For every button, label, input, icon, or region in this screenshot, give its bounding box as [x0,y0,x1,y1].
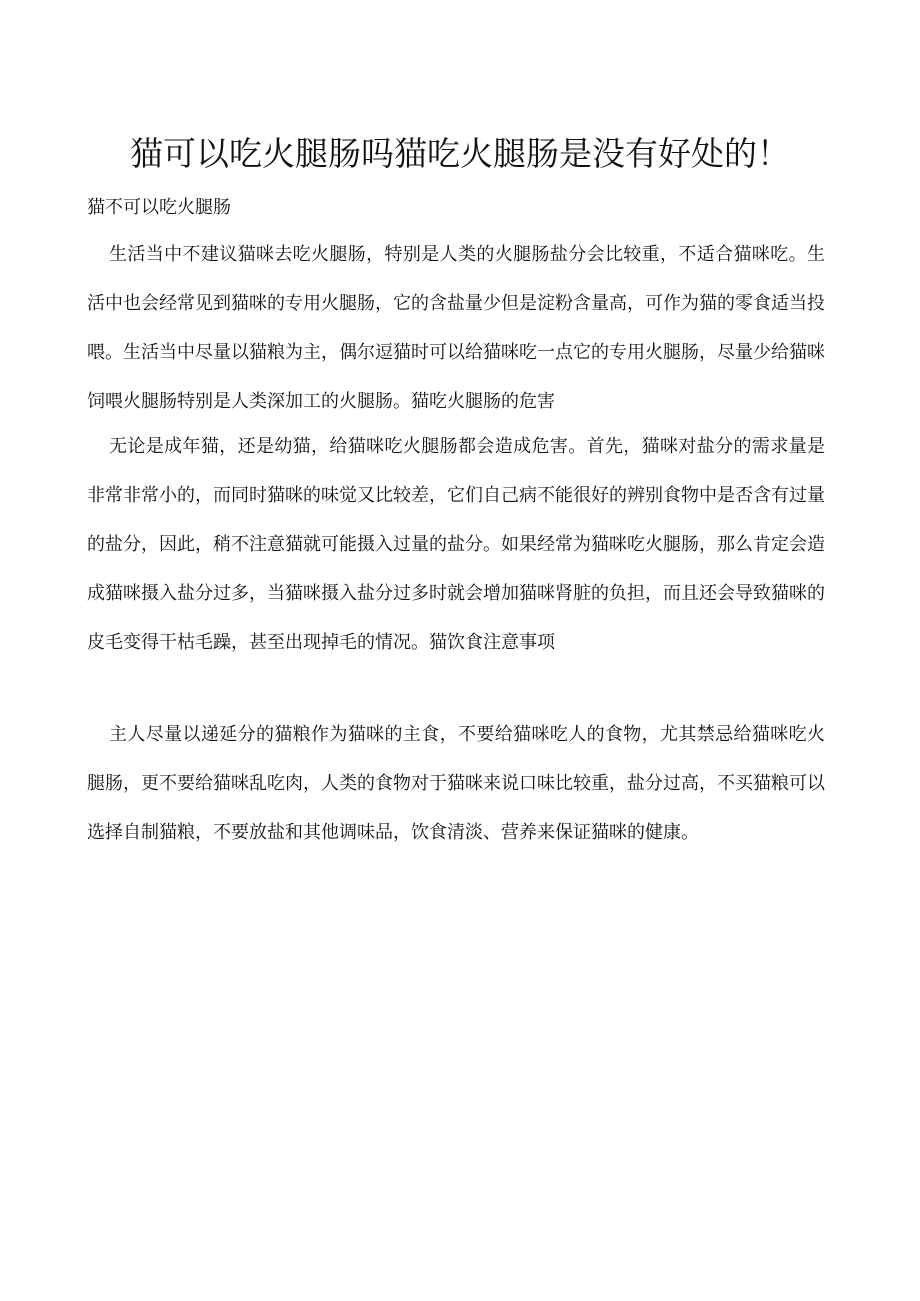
paragraph-3: 主人尽量以递延分的猫粮作为猫咪的主食，不要给猫咪吃人的食物，尤其禁忌给猫咪吃火腿肠，更不要给猫咪乱吃肉，人类的食物对于猫咪来说口味比较重，盐分过高，不买猫粮可以选择自制猫粮，不要放盐和其他调味品，饮食清淡、营养来保证猫咪的健康。 [87,724,825,843]
paragraph-1: 生活当中不建议猫咪去吃火腿肠，特别是人类的火腿肠盐分会比较重，不适合猫咪吃。生活中也会经常见到猫咪的专用火腿肠，它的含盐量少但是淀粉含量高，可作为猫的零食适当投喂。生活当中尽量以猫粮为主，偶尔逗猫时可以给猫咪吃一点它的专用火腿肠，尽量少给猫咪饲喂火腿肠特别是人类深加工的火腿肠。猫吃火腿肠的危害 [87,244,825,412]
page-title: 猫可以吃火腿肠吗猫吃火腿肠是没有好处的！ [130,134,790,173]
paragraph-2: 无论是成年猫，还是幼猫，给猫咪吃火腿肠都会造成危害。首先，猫咪对盐分的需求量是非常非常小的，而同时猫咪的味觉又比较差，它们自己病不能很好的辨别食物中是否含有过量的盐分，因此，稍不注意猫就可能摄入过量的盐分。如果经常为猫咪吃火腿肠，那么肯定会造成猫咪摄入盐分过多，当猫咪摄入盐分过多时就会增加猫咪肾脏的负担，而且还会导致猫咪的皮毛变得干枯毛躁，甚至出现掉毛的情况。猫饮食注意事项 [87,436,825,653]
section-heading: 猫不可以吃火腿肠 [87,197,231,218]
